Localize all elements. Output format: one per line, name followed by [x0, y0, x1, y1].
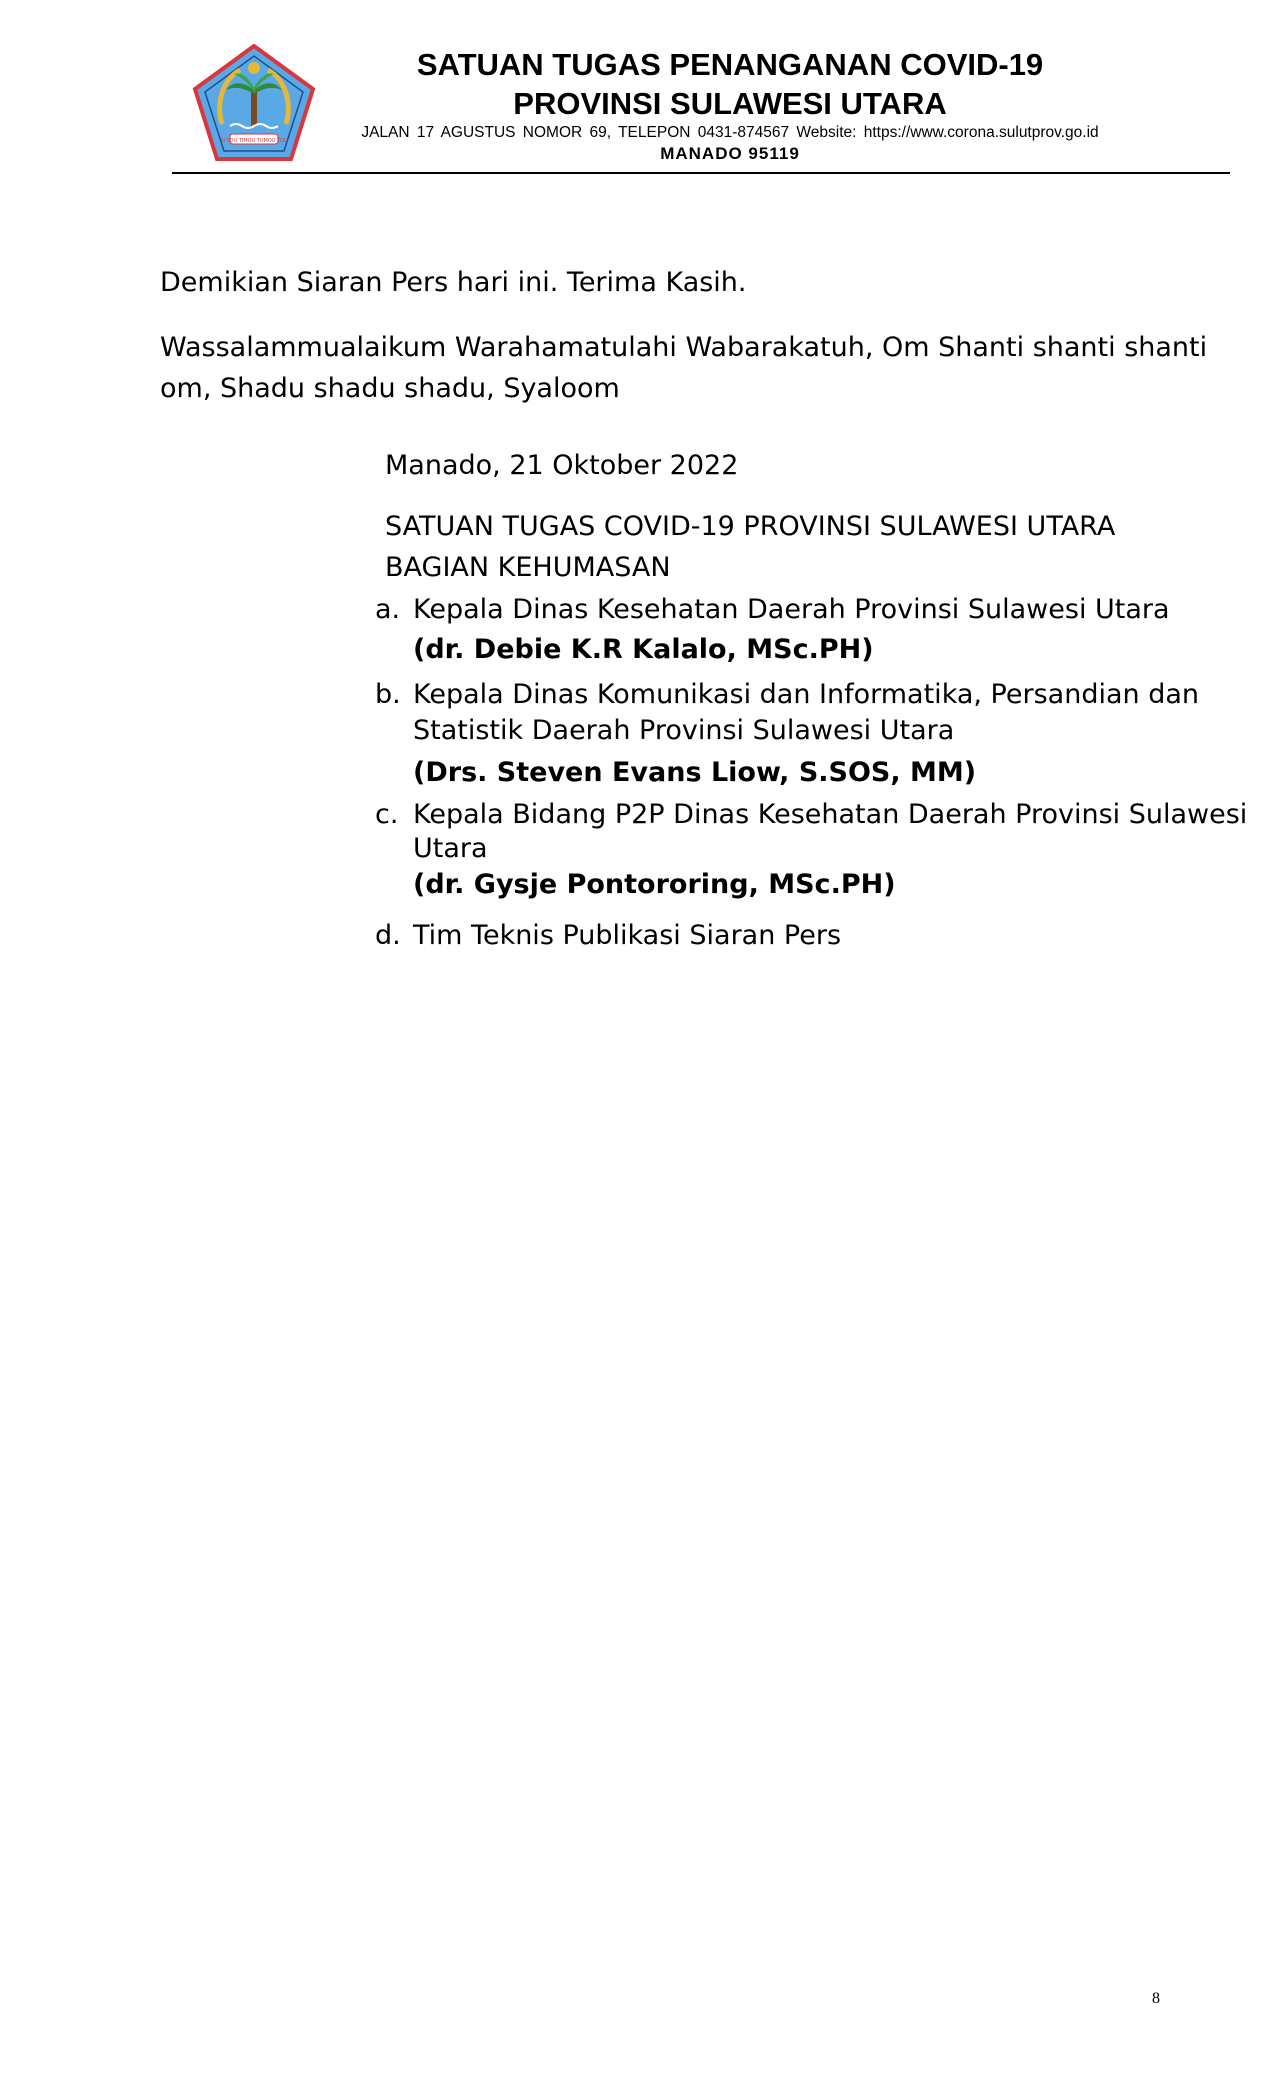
letterhead-divider	[172, 172, 1230, 174]
letterhead-title-line2: PROVINSI SULAWESI UTARA	[513, 86, 947, 121]
list-marker: b.	[375, 679, 401, 710]
signature-org-line2: BAGIAN KEHUMASAN	[385, 552, 671, 583]
signature-org-line1: SATUAN TUGAS COVID-19 PROVINSI SULAWESI UTARA	[385, 511, 1116, 542]
signatory-title: Tim Teknis Publikasi Siaran Pers	[413, 920, 842, 951]
list-marker: c.	[375, 799, 399, 830]
list-marker: d.	[375, 920, 401, 951]
signatory-title-cont: Statistik Daerah Provinsi Sulawesi Utara	[413, 715, 955, 746]
letterhead-city: MANADO 95119	[660, 144, 800, 163]
emblem-motto: SI TOU TIMOU TUMOU TOU	[220, 138, 288, 144]
signatory-name: (dr. Gysje Pontororing, MSc.PH)	[413, 869, 896, 900]
signatory-name: (Drs. Steven Evans Liow, S.SOS, MM)	[413, 757, 977, 788]
letterhead-address: JALAN 17 AGUSTUS NOMOR 69, TELEPON 0431-874567 Website: https://www.corona.sulutprov.go.id	[361, 124, 1099, 141]
signatory-title-cont: Utara	[413, 833, 488, 864]
signatory-title: Kepala Dinas Kesehatan Daerah Provinsi Sulawesi Utara	[413, 594, 1170, 625]
signatory-title: Kepala Dinas Komunikasi dan Informatika, Persandian dan	[413, 679, 1199, 710]
provincial-emblem-icon	[192, 44, 316, 162]
list-marker: a.	[375, 594, 401, 625]
greeting-line1: Wassalammualaikum Warahamatulahi Wabarakatuh, Om Shanti shanti shanti	[160, 332, 1208, 363]
closing-statement: Demikian Siaran Pers hari ini. Terima Kasih.	[160, 267, 747, 298]
signatory-name: (dr. Debie K.R Kalalo, MSc.PH)	[413, 634, 874, 665]
letterhead-title-line1: SATUAN TUGAS PENANGANAN COVID-19	[416, 47, 1044, 82]
signatory-title: Kepala Bidang P2P Dinas Kesehatan Daerah Provinsi Sulawesi	[413, 799, 1248, 830]
signature-date: Manado, 21 Oktober 2022	[385, 450, 739, 481]
page-number: 8	[1152, 1990, 1160, 2007]
greeting-line2: om, Shadu shadu shadu, Syaloom	[160, 373, 620, 404]
